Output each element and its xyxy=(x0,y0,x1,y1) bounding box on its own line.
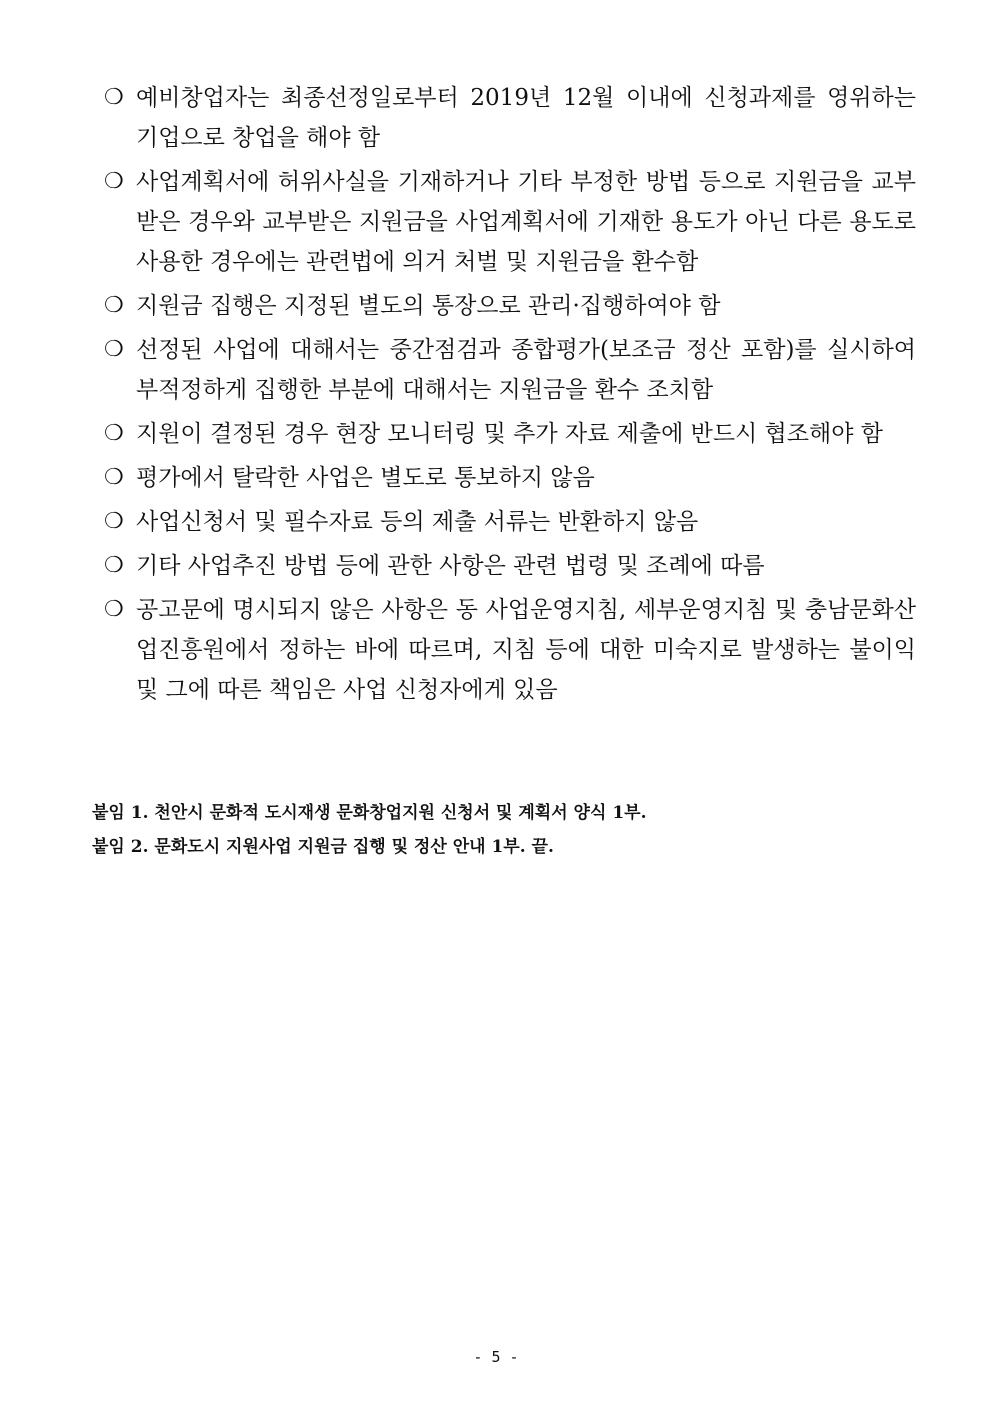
notice-list xyxy=(104,78,916,714)
notice-text: 평가에서 탈락한 사업은 별도로 통보하지 않음 xyxy=(136,465,595,491)
notice-item xyxy=(104,286,916,326)
notice-item xyxy=(104,78,916,158)
bullet-circle-icon: ❍ xyxy=(104,169,124,194)
notice-text: 지원금 집행은 지정된 별도의 통장으로 관리·집행하여야 함 xyxy=(136,293,721,319)
notice-item xyxy=(104,414,916,454)
notice-text: 지원이 결정된 경우 현장 모니터링 및 추가 자료 제출에 반드시 협조해야 함 xyxy=(136,421,883,447)
bullet-circle-icon: ❍ xyxy=(104,465,124,490)
bullet-circle-icon: ❍ xyxy=(104,293,124,318)
notice-item xyxy=(104,162,916,282)
attachment-item: 붙임 1. 천안시 문화적 도시재생 문화창업지원 신청서 및 계획서 양식 1부. xyxy=(92,803,647,823)
notice-text: 선정된 사업에 대해서는 중간점검과 종합평가(보조금 정산 포함)를 실시하여 부적정하게 집행한 부분에 대해서는 지원금을 환수 조치함 xyxy=(136,337,916,403)
notice-item xyxy=(104,458,916,498)
notice-item xyxy=(104,546,916,586)
bullet-circle-icon: ❍ xyxy=(104,421,124,446)
notice-text: 사업신청서 및 필수자료 등의 제출 서류는 반환하지 않음 xyxy=(136,509,699,535)
notice-item xyxy=(104,590,916,710)
notice-text: 공고문에 명시되지 않은 사항은 동 사업운영지침, 세부운영지침 및 충남문화산업진흥원에서 정하는 바에 따르며, 지침 등에 대한 미숙지로 발생하는 불이익 및 그에 따른 책임은 사업 신청자에게 있음 xyxy=(136,597,916,703)
bullet-circle-icon: ❍ xyxy=(104,85,124,110)
notice-text: 기타 사업추진 방법 등에 관한 사항은 관련 법령 및 조례에 따름 xyxy=(136,553,765,579)
bullet-circle-icon: ❍ xyxy=(104,337,124,362)
notice-text: 예비창업자는 최종선정일로부터 2019년 12월 이내에 신청과제를 영위하는 기업으로 창업을 해야 함 xyxy=(136,85,916,151)
attachment-list xyxy=(92,796,892,864)
bullet-circle-icon: ❍ xyxy=(104,597,124,622)
attachment-item: 붙임 2. 문화도시 지원사업 지원금 집행 및 정산 안내 1부. 끝. xyxy=(92,837,554,857)
page-number: - 5 - xyxy=(473,1348,519,1366)
bullet-circle-icon: ❍ xyxy=(104,509,124,534)
notice-text: 사업계획서에 허위사실을 기재하거나 기타 부정한 방법 등으로 지원금을 교부받은 경우와 교부받은 지원금을 사업계획서에 기재한 용도가 아닌 다른 용도로 사용한 경우에는 관련법에 의거 처벌 및 지원금을 환수함 xyxy=(136,169,916,275)
notice-item xyxy=(104,330,916,410)
notice-item xyxy=(104,502,916,542)
bullet-circle-icon: ❍ xyxy=(104,553,124,578)
